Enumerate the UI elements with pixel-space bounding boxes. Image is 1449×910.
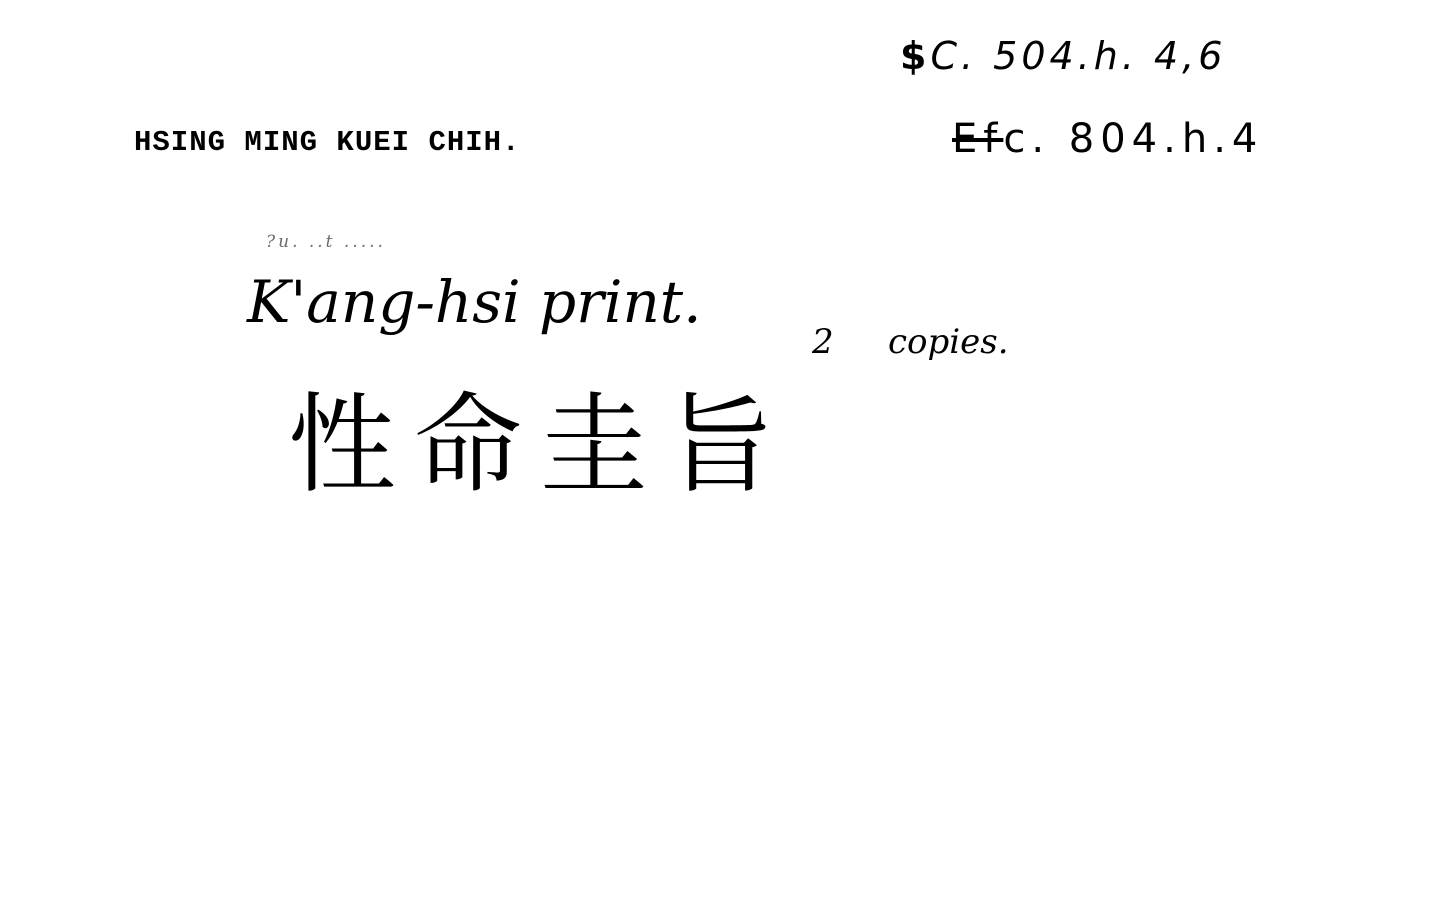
typed-title: HSING MING KUEI CHIH. (134, 126, 521, 159)
faint-pencil-note: ?u. ..t ..... (266, 232, 386, 252)
romanized-note: K'ang-hsi print. (247, 268, 702, 336)
chinese-title: 性命圭旨 (288, 383, 793, 508)
shelfmark-old-text: c. 804.h.4 (1003, 116, 1264, 162)
shelfmark-current (900, 34, 1226, 78)
copies-label: copies. (888, 322, 1009, 362)
shelfmark-old (952, 116, 1263, 162)
copies-count: 2 (812, 322, 834, 362)
shelfmark-old-struck: Ef (952, 116, 1004, 162)
shelfmark-symbol: $ (900, 34, 931, 78)
shelfmark-current-text: C. 504.h. 4,6 (930, 34, 1227, 78)
